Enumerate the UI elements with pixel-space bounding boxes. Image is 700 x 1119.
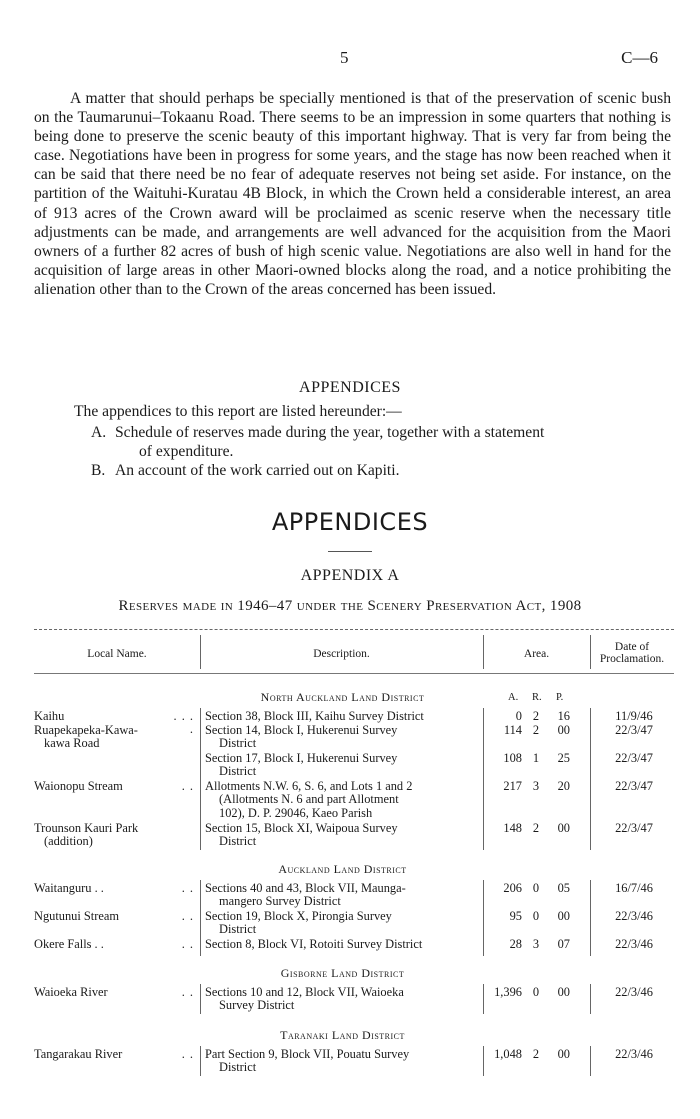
district-heading: Auckland Land District bbox=[278, 862, 407, 876]
date-left-rule bbox=[590, 708, 591, 850]
proclamation-date: 22/3/46 bbox=[615, 937, 653, 951]
proclamation-date: 22/3/47 bbox=[615, 723, 653, 737]
leader-dots: . . bbox=[181, 909, 194, 923]
appendices-heading: APPENDICES bbox=[271, 508, 429, 536]
desc-left-rule bbox=[200, 880, 201, 956]
reserve-name-line1: Ruapekapeka-Kawa- bbox=[34, 723, 138, 737]
reserve-name bbox=[34, 822, 194, 849]
reserve-name-line2: (addition) bbox=[44, 834, 93, 849]
desc-line1: Section 17, Block I, Hukerenui Survey bbox=[205, 751, 398, 765]
desc-line2: District bbox=[219, 834, 257, 849]
list-text: Schedule of reserves made during the year, together with a statement bbox=[115, 424, 545, 441]
appendix-a-heading: APPENDIX A bbox=[300, 567, 400, 584]
desc-line3: 102), D. P. 29046, Kaeo Parish bbox=[219, 805, 373, 820]
area-perches: 07 bbox=[557, 937, 570, 951]
area-roods: 2 bbox=[532, 709, 540, 723]
desc-line2: District bbox=[219, 1060, 257, 1075]
area-acres: 0 bbox=[515, 709, 522, 723]
reserve-description bbox=[205, 910, 477, 937]
area-acres: 148 bbox=[503, 821, 522, 835]
proclamation-date: 22/3/46 bbox=[615, 985, 653, 999]
reserve-description: Section 38, Block III, Kaihu Survey District bbox=[205, 709, 424, 723]
proclamation-date: 22/3/47 bbox=[615, 821, 653, 835]
list-letter: B. bbox=[91, 462, 106, 479]
proclamation-date: 16/7/46 bbox=[615, 881, 653, 895]
reserve-name: Waioeka River bbox=[34, 985, 108, 999]
leader-dots: . . bbox=[181, 779, 194, 793]
district-heading: Taranaki Land District bbox=[280, 1028, 405, 1042]
date-left-rule bbox=[590, 984, 591, 1014]
desc-line1: Allotments N.W. 6, S. 6, and Lots 1 and 2 bbox=[205, 779, 413, 793]
desc-line2: District bbox=[219, 736, 257, 751]
proclamation-date: 22/3/47 bbox=[615, 751, 653, 765]
appendices-heading-small: APPENDICES bbox=[299, 379, 401, 396]
list-letter: A. bbox=[91, 424, 107, 441]
leader-dots: . . bbox=[181, 1047, 194, 1061]
area-roods: 3 bbox=[532, 779, 540, 793]
page-number: 5 bbox=[340, 48, 349, 67]
area-acres: 114 bbox=[503, 723, 522, 737]
col-local-name: Local Name. bbox=[87, 648, 147, 660]
unit-acres: A. bbox=[508, 692, 519, 703]
area-roods: 0 bbox=[532, 881, 540, 895]
reserve-name: Kaihu bbox=[34, 709, 65, 723]
area-roods: 1 bbox=[532, 751, 540, 765]
area-perches: 16 bbox=[557, 709, 570, 723]
document-reference: C—6 bbox=[621, 48, 658, 67]
area-acres: 108 bbox=[503, 751, 522, 765]
area-roods: 3 bbox=[532, 937, 540, 951]
area-acres: 95 bbox=[509, 909, 522, 923]
desc-line1: Sections 10 and 12, Block VII, Waioeka bbox=[205, 985, 404, 999]
area-roods: 0 bbox=[532, 909, 540, 923]
reserve-description bbox=[205, 1048, 477, 1075]
desc-line2: District bbox=[219, 764, 257, 779]
area-perches: 00 bbox=[557, 1047, 570, 1061]
desc-line2: mangero Survey District bbox=[219, 894, 341, 909]
reserve-description bbox=[205, 986, 477, 1013]
desc-left-rule bbox=[200, 984, 201, 1014]
area-perches: 00 bbox=[557, 821, 570, 835]
col-area: Area. bbox=[523, 648, 550, 660]
desc-line1: Section 14, Block I, Hukerenui Survey bbox=[205, 723, 398, 737]
table-header-rule bbox=[34, 673, 674, 674]
area-roods: 2 bbox=[532, 821, 540, 835]
desc-line2: Survey District bbox=[219, 998, 295, 1013]
heading-divider bbox=[328, 551, 372, 552]
area-roods: 0 bbox=[532, 985, 540, 999]
desc-left-rule bbox=[200, 1046, 201, 1076]
date-left-rule bbox=[590, 880, 591, 956]
area-perches: 05 bbox=[557, 881, 570, 895]
desc-line2: (Allotments N. 6 and part Allotment bbox=[219, 792, 399, 807]
area-left-rule bbox=[483, 708, 484, 850]
leader-dots: . . bbox=[181, 937, 194, 951]
desc-left-rule bbox=[200, 708, 201, 850]
reserve-description bbox=[205, 780, 477, 820]
area-roods: 2 bbox=[532, 1047, 540, 1061]
area-acres: 28 bbox=[509, 937, 522, 951]
leader-dots: . . . . bbox=[173, 709, 194, 737]
reserve-description: Section 8, Block VI, Rotoiti Survey District bbox=[205, 937, 423, 951]
area-acres: 206 bbox=[503, 881, 522, 895]
reserve-name: Okere Falls . . bbox=[34, 937, 104, 951]
area-acres: 1,048 bbox=[494, 1047, 522, 1061]
reserve-name bbox=[34, 724, 194, 751]
reserve-name: Waitanguru . . bbox=[34, 881, 104, 895]
reserve-name: Tangarakau River bbox=[34, 1047, 123, 1061]
reserve-description bbox=[205, 882, 477, 909]
body-paragraph: A matter that should perhaps be specially mentioned is that of the preservation of scenic bush on the Taumarunui–Tokaanu Road. There seems to be an impression in some quarters that nothing is being done to preserve the scenic beauty of this important highway. That is very far from being the case. Negotiations have been in progress for some years, and the stage has now been reached when it can be said that there need be no fear of adequate reserves not being set aside. For instance, on the partition of the Waituhi-Kuratau 4B Block, in which the Crown held a considerable interest, an area of 913 acres of the Crown award will be proclaimed as scenic reserve when the necessary title adjustments can be made, and arrangements are well advanced for the acquisition from the Maori owners of a further 82 acres of bush of high scenic value. Negotiations are also well in hand for the acquisition of large areas in other Maori-owned blocks along the road, and a notice prohibiting the alienation other than to the Crown of the areas concerned has been issued. bbox=[34, 90, 671, 298]
leader-dots: . . bbox=[181, 881, 194, 895]
reserve-description bbox=[205, 724, 477, 751]
reserve-description bbox=[205, 822, 477, 849]
col-date-line1: Date of bbox=[614, 641, 650, 653]
reserve-name-line1: Trounson Kauri Park bbox=[34, 821, 139, 835]
proclamation-date: 11/9/46 bbox=[615, 709, 653, 723]
area-perches: 00 bbox=[557, 723, 570, 737]
district-heading: Gisborne Land District bbox=[280, 966, 405, 980]
appendices-intro: The appendices to this report are listed hereunder:— bbox=[74, 403, 402, 420]
unit-perches: P. bbox=[556, 692, 564, 703]
reserve-name: Waionopu Stream bbox=[34, 779, 123, 793]
leader-dots: . . bbox=[181, 985, 194, 999]
reserve-name: Ngutunui Stream bbox=[34, 909, 120, 923]
reserve-name-line2: kawa Road bbox=[44, 736, 100, 751]
list-text: An account of the work carried out on Kapiti. bbox=[115, 462, 400, 479]
desc-line1: Section 15, Block XI, Waipoua Survey bbox=[205, 821, 398, 835]
area-left-rule bbox=[483, 984, 484, 1014]
proclamation-date: 22/3/46 bbox=[615, 1047, 653, 1061]
col-date bbox=[590, 641, 674, 665]
unit-roods: R. bbox=[532, 692, 542, 703]
desc-line1: Part Section 9, Block VII, Pouatu Survey bbox=[205, 1047, 410, 1061]
desc-line1: Sections 40 and 43, Block VII, Maunga- bbox=[205, 881, 406, 895]
area-perches: 20 bbox=[557, 779, 570, 793]
area-perches: 00 bbox=[557, 909, 570, 923]
appendix-list-item-a bbox=[91, 423, 671, 461]
area-left-rule bbox=[483, 880, 484, 956]
desc-line1: Section 19, Block X, Pirongia Survey bbox=[205, 909, 392, 923]
area-perches: 25 bbox=[557, 751, 570, 765]
date-left-rule bbox=[590, 1046, 591, 1076]
area-acres: 217 bbox=[503, 779, 522, 793]
proclamation-date: 22/3/46 bbox=[615, 909, 653, 923]
col-description: Description. bbox=[313, 648, 370, 660]
area-acres: 1,396 bbox=[494, 985, 522, 999]
desc-line2: District bbox=[219, 922, 257, 937]
area-left-rule bbox=[483, 1046, 484, 1076]
area-roods: 2 bbox=[532, 723, 540, 737]
district-heading: North Auckland Land District bbox=[260, 690, 425, 704]
proclamation-date: 22/3/47 bbox=[615, 779, 653, 793]
col-date-line2: Proclamation. bbox=[599, 653, 665, 665]
area-perches: 00 bbox=[557, 985, 570, 999]
table-top-rule bbox=[34, 629, 674, 630]
appendix-list-item-b bbox=[91, 461, 671, 480]
list-text-continued: of expenditure. bbox=[139, 443, 234, 460]
reserve-description bbox=[205, 752, 477, 779]
table-title: Reserves made in 1946–47 under the Scenery Preservation Act, 1908 bbox=[118, 598, 582, 614]
